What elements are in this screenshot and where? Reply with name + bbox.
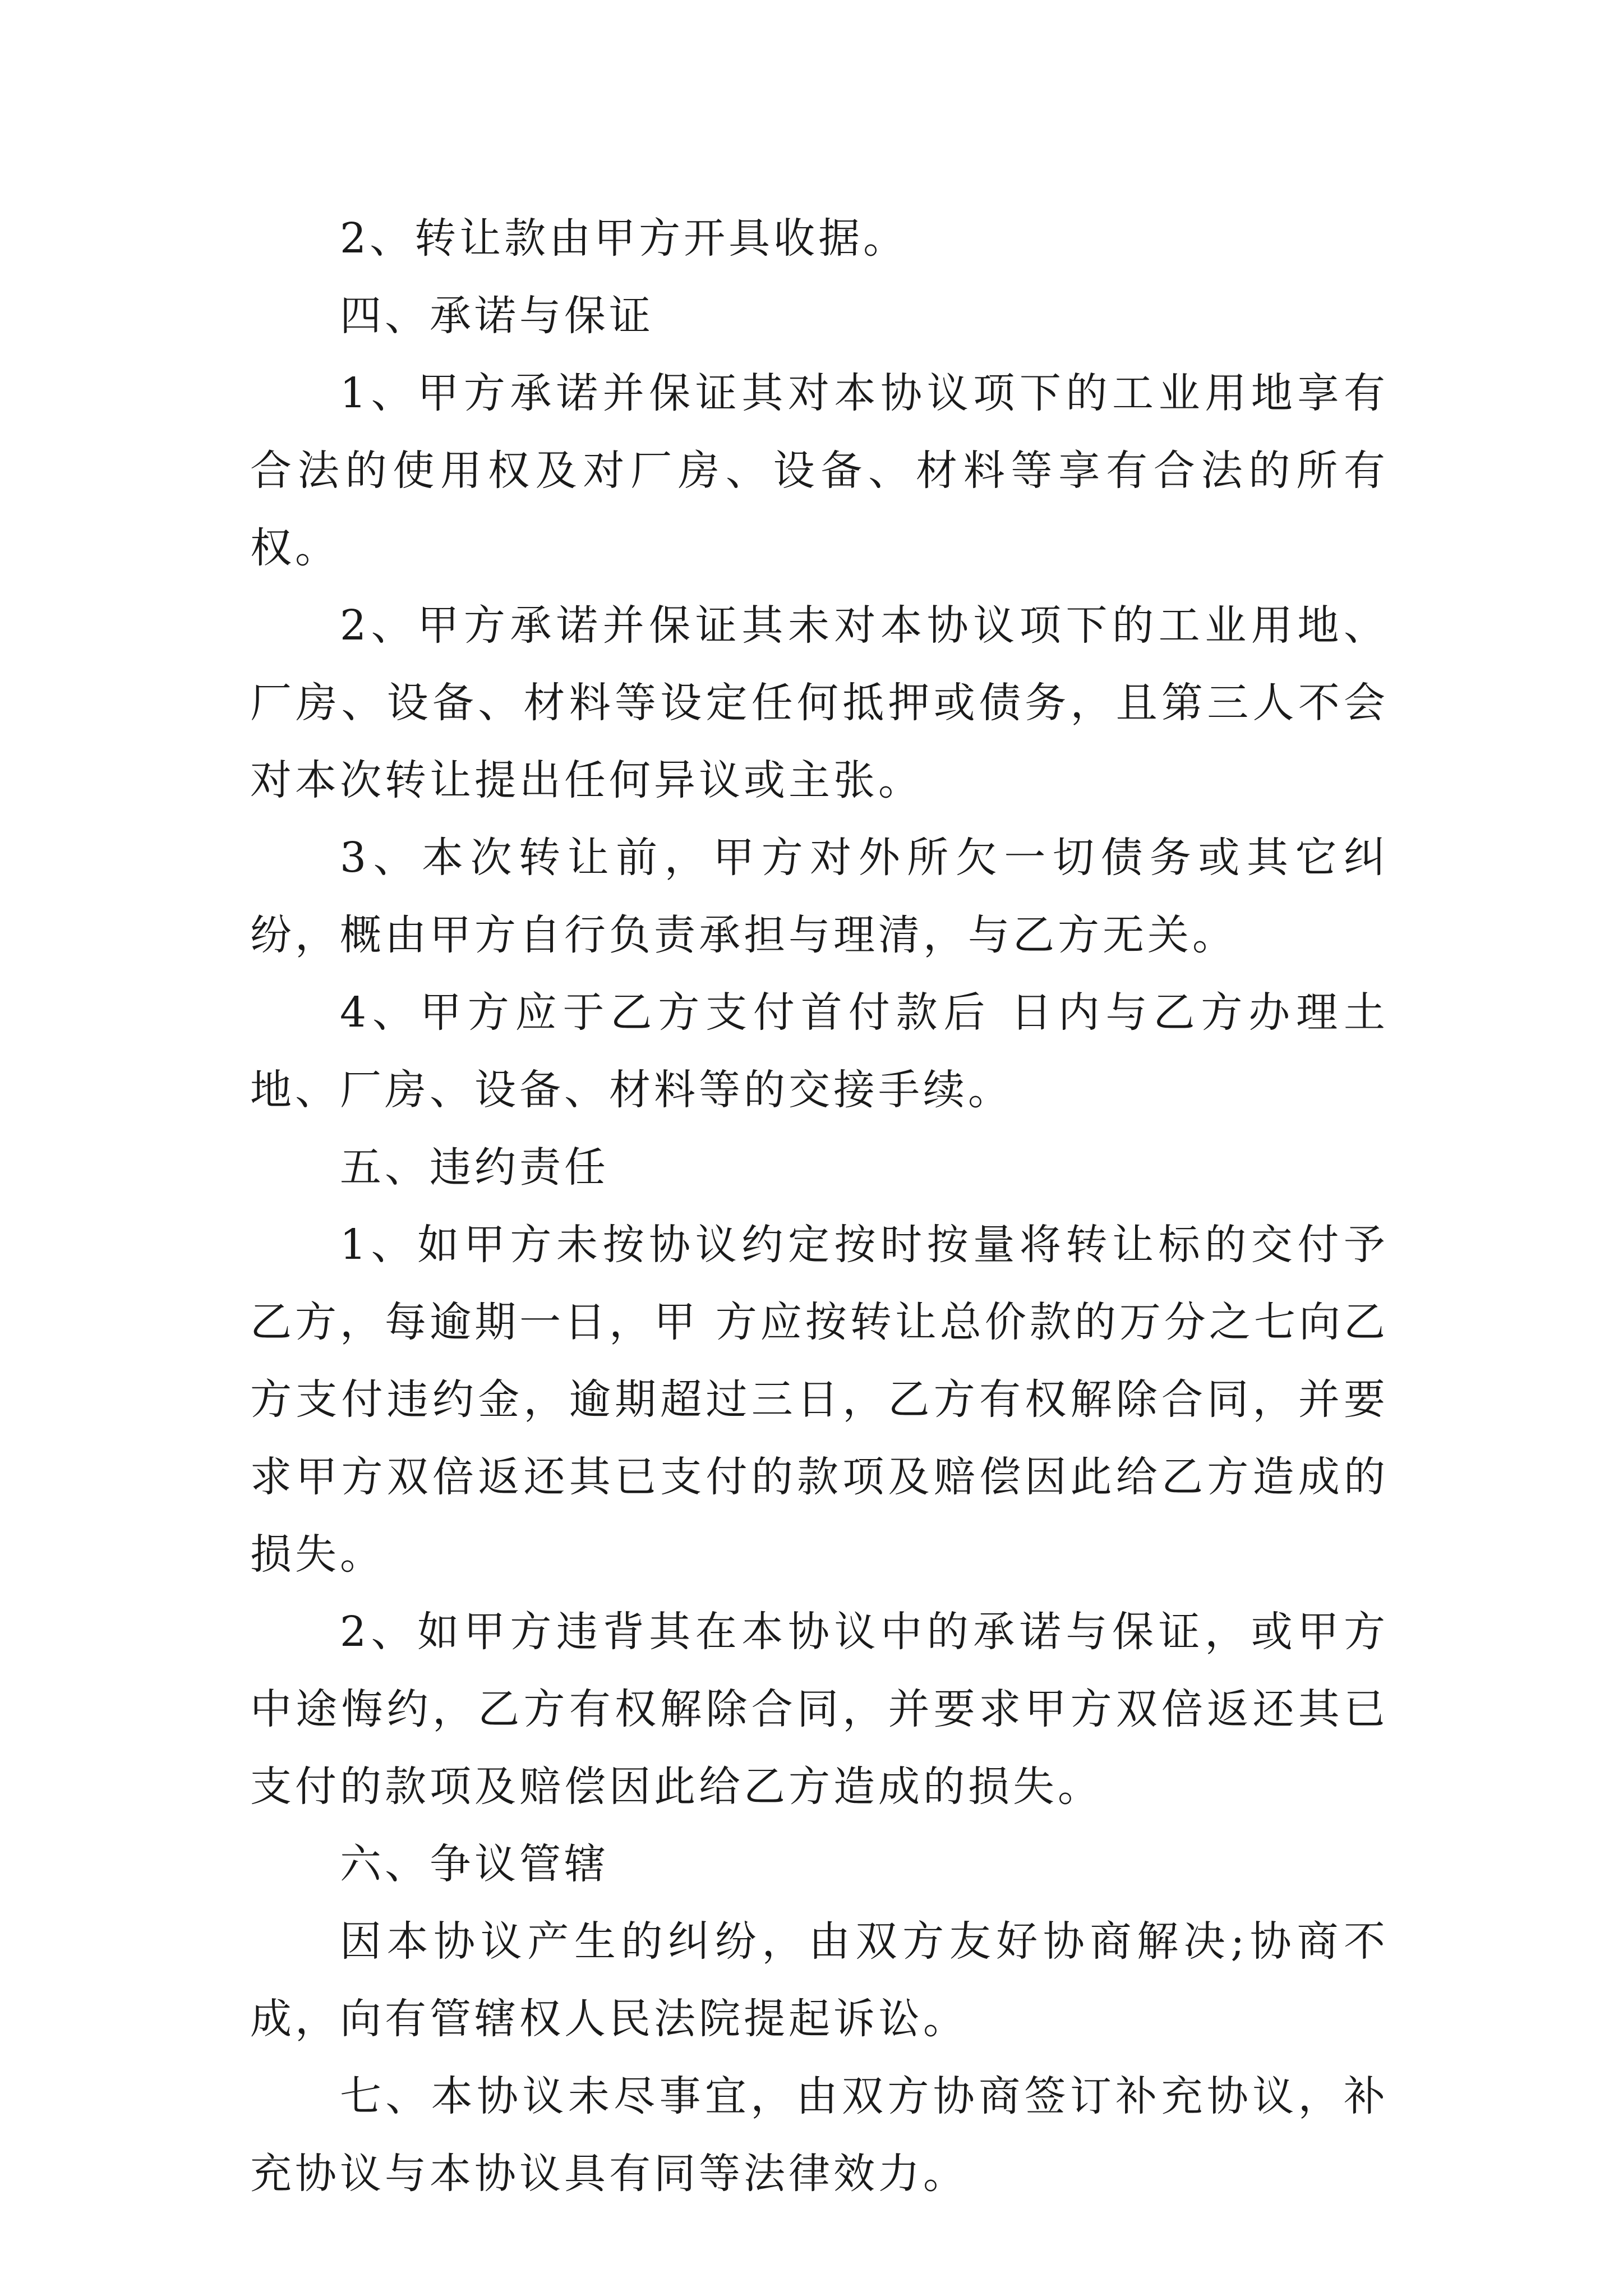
- paragraph-liability-1: 1、如甲方未按协议约定按时按量将转让标的交付予乙方，每逾期一日，甲 方应按转让总价款的万分之七向乙方支付违约金，逾期超过三日，乙方有权解除合同，并要求甲方双倍返还其已支付的款项及赔偿因此给乙方造成的损失。: [250, 1221, 1389, 1579]
- paragraph-liability-2: 2、如甲方违背其在本协议中的承诺与保证，或甲方中途悔约，乙方有权解除合同，并要求甲方双倍返还其已支付的款项及赔偿因此给乙方造成的损失。: [250, 1608, 1389, 1811]
- paragraph-commitment-1: 1、甲方承诺并保证其对本协议项下的工业用地享有合法的使用权及对厂房、设备、材料等享有合法的所有权。: [250, 369, 1389, 572]
- paragraph-commitment-4: 4、甲方应于乙方支付首付款后 日内与乙方办理土地、厂房、设备、材料等的交接手续。: [250, 988, 1389, 1114]
- paragraph-commitment-2: 2、甲方承诺并保证其未对本协议项下的工业用地、厂房、设备、材料等设定任何抵押或债务，且第三人不会对本次转让提出任何异议或主张。: [250, 601, 1389, 804]
- section-heading-jurisdiction: 六、争议管辖: [340, 1840, 609, 1888]
- paragraph-payment-receipt: 2、转让款由甲方开具收据。: [340, 214, 909, 263]
- paragraph-supplementary-agreement: 七、本协议未尽事宜，由双方协商签订补充协议，补充协议与本协议具有同等法律效力。: [250, 2072, 1389, 2198]
- section-heading-commitments: 四、承诺与保证: [340, 292, 654, 340]
- section-heading-liability: 五、违约责任: [340, 1143, 609, 1191]
- document-body: [250, 200, 1389, 2212]
- paragraph-commitment-3: 3、本次转让前，甲方对外所欠一切债务或其它纠纷，概由甲方自行负责承担与理清，与乙方无关。: [250, 834, 1389, 959]
- paragraph-jurisdiction: 因本协议产生的纠纷，由双方友好协商解决;协商不成，向有管辖权人民法院提起诉讼。: [250, 1917, 1389, 2043]
